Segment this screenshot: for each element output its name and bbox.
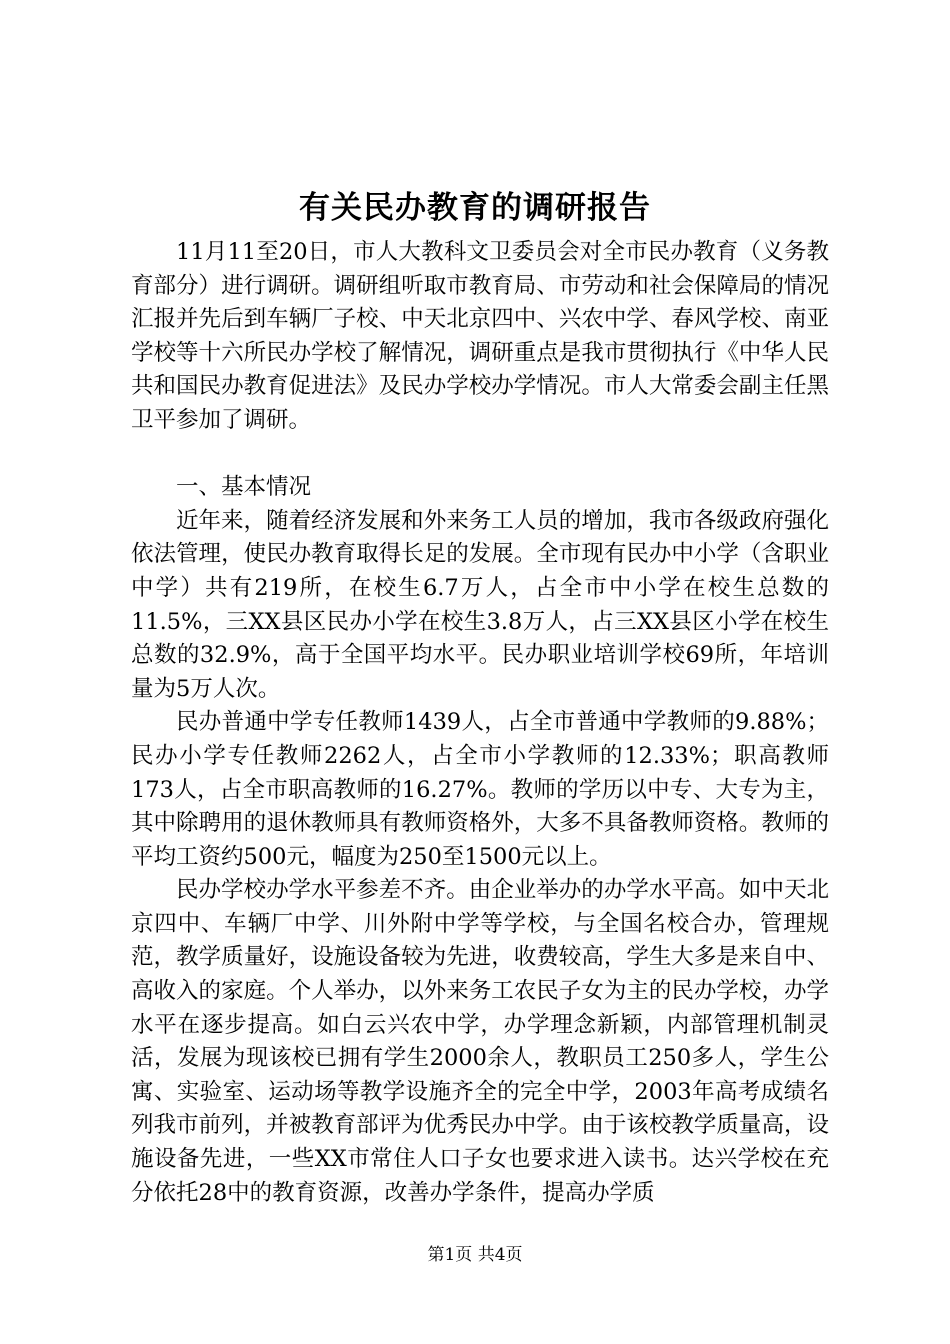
paragraph-school-quality: 民办学校办学水平参差不齐。由企业举办的办学水平高。如中天北京四中、车辆厂中学、川外附中学等学校，与全国名校合办，管理规范，教学质量好，设施设备较为先进，收费较高，学生大多是来自中、高收入的家庭。个人举办，以外来务工农民子女为主的民办学校，办学水平在逐步提高。如白云兴农中学，办学理念新颖，内部管理机制灵活，发展为现该校已拥有学生2000余人，教职员工250多人，学生公寓、实验室、运动场等教学设施齐全的完全中学，2003年高考成绩名列我市前列，并被教育部评为优秀民办中学。由于该校教学质量高，设施设备先进，一些XX市常住人口子女也要求进入读书。达兴学校在充分依托28中的教育资源，改善办学条件，提高办学质	[131, 877, 829, 1206]
page-number-footer: 第1页 共4页	[427, 1245, 523, 1265]
paragraph-teachers: 民办普通中学专任教师1439人，占全市普通中学教师的9.88%；民办小学专任教师2262人，占全市小学教师的12.33%；职高教师173人，占全市职高教师的16.27%。教师的学历以中专、大专为主，其中除聘用的退休教师具有教师资格外，大多不具备教师资格。教师的平均工资约500元，幅度为250至1500元以上。	[131, 709, 829, 870]
document-body	[131, 236, 829, 1210]
document-title: 有关民办教育的调研报告	[299, 190, 651, 226]
section-heading-basic-situation: 一、基本情况	[176, 474, 312, 501]
paragraph-intro: 11月11至20日，市人大教科文卫委员会对全市民办教育（义务教育部分）进行调研。调研组听取市教育局、市劳动和社会保障局的情况汇报并先后到车辆厂子校、中天北京四中、兴农中学、春风学校、南亚学校等十六所民办学校了解情况，调研重点是我市贯彻执行《中华人民共和国民办教育促进法》及民办学校办学情况。市人大常委会副主任黑卫平参加了调研。	[131, 239, 829, 433]
paragraph-overview: 近年来，随着经济发展和外来务工人员的增加，我市各级政府强化依法管理，使民办教育取得长足的发展。全市现有民办中小学（含职业中学）共有219所，在校生6.7万人，占全市中小学在校生总数的11.5%，三XX县区民办小学在校生3.8万人，占三XX县区小学在校生总数的32.9%，高于全国平均水平。民办职业培训学校69所，年培训量为5万人次。	[131, 507, 829, 702]
